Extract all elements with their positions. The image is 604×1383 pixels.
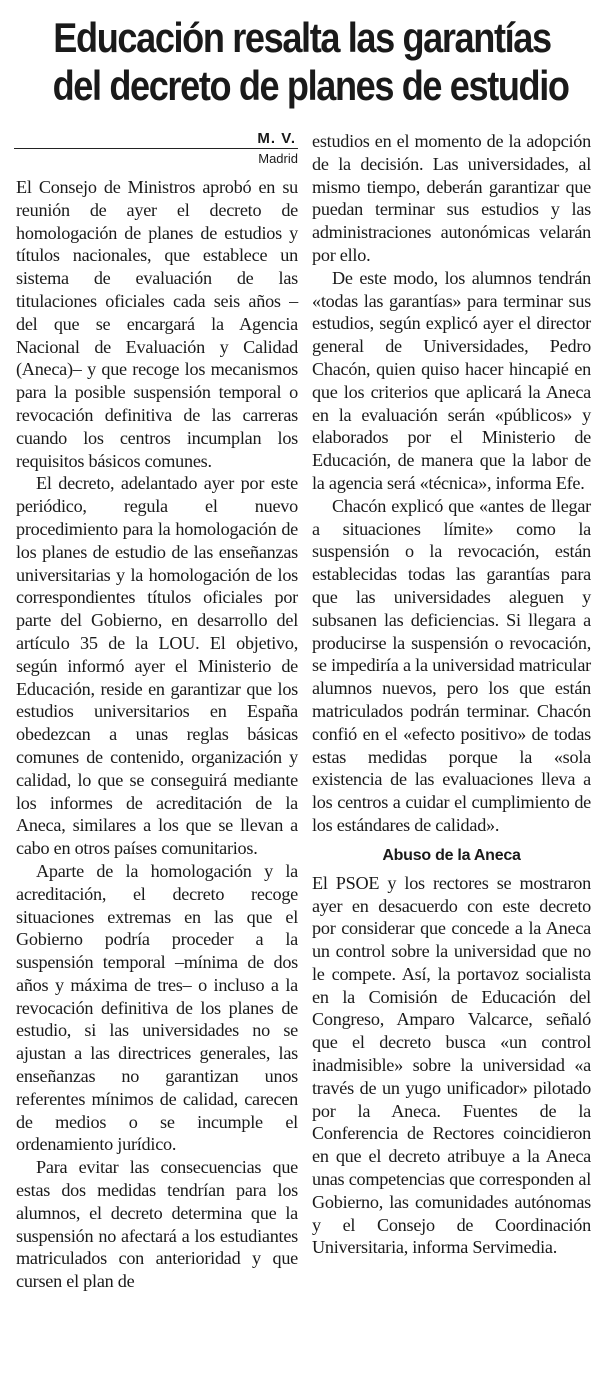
paragraph: Chacón explicó que «antes de llegar a situaciones límite» como la suspensión o la revocación, están establecidas todas las garantías para que las universidades aleguen y subsanen las deficiencias. Si llegara a producirse la suspensión o revocación, se impediría a la universidad matricular alumnos nuevos, pero los que están matriculados podrán terminar. Chacón confió en el «efecto positivo» de todas estas medidas porque la «sola existencia de las evaluaciones lleva a los centros a cuidar el cumplimiento de los estándares de calidad». <box>312 495 591 835</box>
headline <box>52 14 569 110</box>
paragraph: Aparte de la homologación y la acreditación, el decreto recoge situaciones extremas en las que el Gobierno podría proceder a la suspensión temporal –mínima de dos años y máxima de tres– o incluso a la revocación definitiva de los planes de estudio, si las universidades no se ajustan a las directrices generales, las enseñanzas no garantizan unos referentes mínimos de calidad, carecen de medios o se incumple el ordenamiento jurídico. <box>16 860 298 1155</box>
paragraph: El decreto, adelantado ayer por este periódico, regula el nuevo procedimiento para la homologación de los planes de estudio de las enseñanzas universitarias y la homologación de los correspondientes títulos oficiales por parte del Gobierno, en desarrollo del artículo 35 de la LOU. El objetivo, según informó ayer el Ministerio de Educación, reside en garantizar que los estudios universitarios en España obedezcan a unas reglas básicas comunes de contenido, organización y calidad, lo que se conseguirá mediante los informes de acreditación de la Aneca, similares a los que se llevan a cabo en otros países comunitarios. <box>16 473 298 859</box>
author: M. V. <box>257 130 296 147</box>
headline-line-2: del decreto de planes de estudio <box>52 62 569 109</box>
byline <box>14 130 298 149</box>
paragraph: De este modo, los alumnos tendrán «todas las garantías» para terminar sus estudios, según explicó ayer el director general de Universidades, Pedro Chacón, quien quiso hacer hincapié en que los criterios que aplicará la Aneca en la evaluación serán «públicos» y elaborados por el Ministerio de Educación, de manera que la labor de la agencia será «técnica», informa Efe. <box>312 267 591 493</box>
right-column <box>312 130 591 1259</box>
left-column <box>16 176 298 1293</box>
paragraph-continuation: estudios en el momento de la adopción de la decisión. Las universidades, al mismo tiempo, deberán garantizar que puedan terminar sus estudios y las administraciones autonómicas velarán por ello. <box>312 131 591 265</box>
dateline: Madrid <box>258 151 298 166</box>
paragraph: Para evitar las consecuencias que estas dos medidas tendrían para los alumnos, el decreto determina que la suspensión no afectará a los estudiantes matriculados con anterioridad y que cursen el plan de <box>16 1157 298 1292</box>
paragraph: El Consejo de Ministros aprobó en su reunión de ayer el decreto de homologación de planes de estudios y títulos nacionales, que establece un sistema de evaluación de las titulaciones oficiales cada seis años –del que se encargará la Agencia Nacional de Evaluación y Calidad (Aneca)– y que recoge los mecanismos para la posible suspensión temporal o revocación definitiva de las carreras cuando los centros incumplan los requisitos básicos comunes. <box>16 177 298 471</box>
subheading: Abuso de la Aneca <box>382 846 521 864</box>
headline-line-1: Educación resalta las garantías <box>53 14 551 61</box>
paragraph: El PSOE y los rectores se mostraron ayer en desacuerdo con este decreto por considerar que concede a la Aneca un control sobre la universidad que no le compete. Así, la portavoz socialista en la Comisión de Educación del Congreso, Amparo Valcarce, señaló que el decreto busca «un control inadmisible» sobre la universidad «a través de un yugo unificador» pilotado por la Aneca. Fuentes de la Conferencia de Rectores coincidieron en que el decreto atribuye a la Aneca unas competencias que corresponden al Gobierno, las comunidades autónomas y el Consejo de Coordinación Universitaria, informa Servimedia. <box>312 872 591 1258</box>
